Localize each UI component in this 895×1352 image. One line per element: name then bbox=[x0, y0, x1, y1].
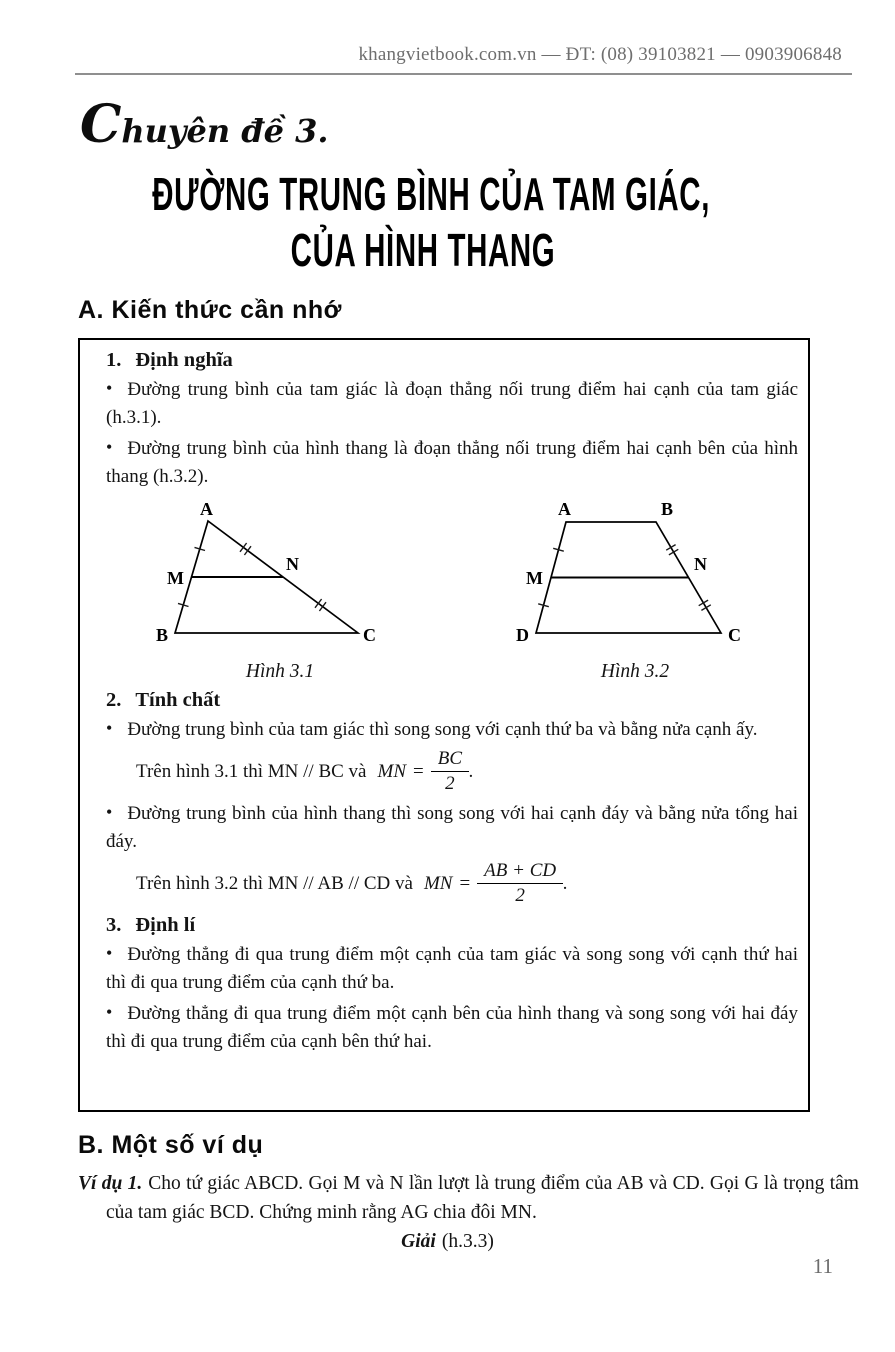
definition-bullet-1-text: Đường trung bình của tam giác là đoạn thẳng nối trung điểm hai cạnh của tam giác (h.3.1). bbox=[106, 379, 798, 428]
definition-bullet-1 bbox=[106, 376, 798, 431]
chapter-title bbox=[0, 168, 846, 277]
figures-row bbox=[106, 495, 798, 683]
formula-triangle-math bbox=[378, 748, 474, 796]
properties-title: Tính chất bbox=[135, 688, 221, 711]
figure-triangle bbox=[150, 495, 410, 683]
definition-bullet-2 bbox=[106, 435, 798, 490]
midpoint-label-m: M bbox=[167, 567, 184, 588]
definition-number: 1. bbox=[106, 349, 122, 371]
formula-triangle bbox=[136, 748, 798, 796]
definition-bullet-2-text: Đường trung bình của hình thang là đoạn thẳng nối trung điểm hai cạnh bên của hình thang (h.3.2). bbox=[106, 438, 798, 488]
solution-label: Giải bbox=[401, 1231, 436, 1252]
vertex-label-a: A bbox=[200, 498, 213, 519]
running-header: khangvietbook.com.vn — ĐT: (08) 39103821 — 0903906848 bbox=[75, 44, 852, 75]
equals-sign: = bbox=[459, 872, 471, 894]
chapter-script-label: Chuyên đề 3. bbox=[80, 94, 329, 155]
theorems-bullet-1 bbox=[106, 941, 798, 996]
formula-trapezoid bbox=[136, 860, 798, 908]
properties-bullet-1-text: Đường trung bình của tam giác thì song song với cạnh thứ ba và bằng nửa cạnh ấy. bbox=[127, 718, 758, 740]
bullet-icon: • bbox=[106, 437, 113, 458]
formula-triangle-lead: Trên hình 3.1 thì MN // BC và bbox=[136, 760, 367, 782]
solution-figure-ref: (h.3.3) bbox=[441, 1231, 494, 1252]
figure-caption-3-2: Hình 3.2 bbox=[600, 660, 670, 682]
formula-period: . bbox=[563, 872, 568, 894]
chapter-title-line1: ĐƯỜNG TRUNG BÌNH CỦA TAM GIÁC, bbox=[152, 168, 711, 220]
definition-heading bbox=[106, 349, 798, 372]
midpoint-label-n: N bbox=[286, 553, 299, 574]
solution-line bbox=[0, 1231, 895, 1253]
fraction-numerator: BC bbox=[431, 748, 469, 772]
bullet-icon: • bbox=[106, 1002, 113, 1023]
example-1-label: Ví dụ 1. bbox=[78, 1173, 143, 1194]
midpoint-label-m: M bbox=[526, 567, 543, 588]
properties-heading bbox=[106, 689, 798, 712]
fraction bbox=[431, 748, 469, 796]
vertex-label-c: C bbox=[728, 624, 741, 645]
knowledge-box bbox=[78, 338, 810, 1112]
theorems-number: 3. bbox=[106, 913, 122, 936]
properties-number: 2. bbox=[106, 688, 122, 711]
theorems-title: Định lí bbox=[135, 913, 196, 936]
fraction-denominator: 2 bbox=[515, 885, 525, 907]
figure-caption-3-1: Hình 3.1 bbox=[245, 660, 315, 682]
bullet-icon: • bbox=[106, 378, 113, 398]
example-1-paragraph bbox=[78, 1169, 859, 1228]
bullet-icon: • bbox=[106, 942, 113, 963]
formula-trapezoid-math bbox=[424, 860, 568, 908]
formula-lhs: MN bbox=[423, 872, 453, 894]
section-a-heading: A. Kiến thức cần nhớ bbox=[78, 296, 342, 324]
theorems-bullet-1-text: Đường thẳng đi qua trung điểm một cạnh của tam giác và song song với cạnh thứ hai thì đi qua trung điểm của cạnh thứ ba. bbox=[106, 943, 798, 993]
vertex-label-b: B bbox=[661, 498, 674, 519]
bullet-icon: • bbox=[106, 717, 113, 738]
equals-sign: = bbox=[413, 760, 424, 782]
page-number: 11 bbox=[812, 1254, 833, 1278]
chapter-title-line2: CỦA HÌNH THANG bbox=[290, 224, 556, 276]
vertex-label-a: A bbox=[558, 498, 571, 519]
theorems-heading bbox=[106, 914, 798, 937]
vertex-label-b: B bbox=[156, 624, 169, 645]
triangle-diagram bbox=[150, 495, 410, 655]
formula-trapezoid-lead: Trên hình 3.2 thì MN // AB // CD và bbox=[136, 872, 413, 894]
fraction-numerator: AB + CD bbox=[477, 860, 563, 884]
definition-title: Định nghĩa bbox=[135, 349, 233, 371]
properties-bullet-2-text: Đường trung bình của hình thang thì song song với hai cạnh đáy và bằng nửa tổng hai đáy. bbox=[106, 803, 798, 853]
section-b-heading: B. Một số ví dụ bbox=[78, 1131, 264, 1159]
fraction bbox=[477, 860, 563, 908]
vertex-label-c: C bbox=[363, 624, 376, 645]
properties-bullet-2 bbox=[106, 800, 798, 855]
formula-lhs: MN bbox=[377, 760, 406, 782]
figure-trapezoid bbox=[510, 495, 760, 683]
properties-bullet-1 bbox=[106, 716, 798, 744]
midpoint-label-n: N bbox=[694, 553, 707, 574]
fraction-denominator: 2 bbox=[445, 773, 455, 795]
example-1-text: Cho tứ giác ABCD. Gọi M và N lần lượt là trung điểm của AB và CD. Gọi G là trọng tâm của tam giác BCD. Chứng minh rằng AG chia đôi MN. bbox=[106, 1173, 859, 1224]
theorems-bullet-2 bbox=[106, 1000, 798, 1055]
vertex-label-d: D bbox=[516, 624, 529, 645]
formula-period: . bbox=[469, 760, 474, 782]
theorems-bullet-2-text: Đường thẳng đi qua trung điểm một cạnh bên của hình thang và song song với hai đáy thì đi qua trung điểm của cạnh bên thứ hai. bbox=[106, 1003, 798, 1052]
bullet-icon: • bbox=[106, 802, 113, 823]
trapezoid-diagram bbox=[510, 495, 760, 655]
